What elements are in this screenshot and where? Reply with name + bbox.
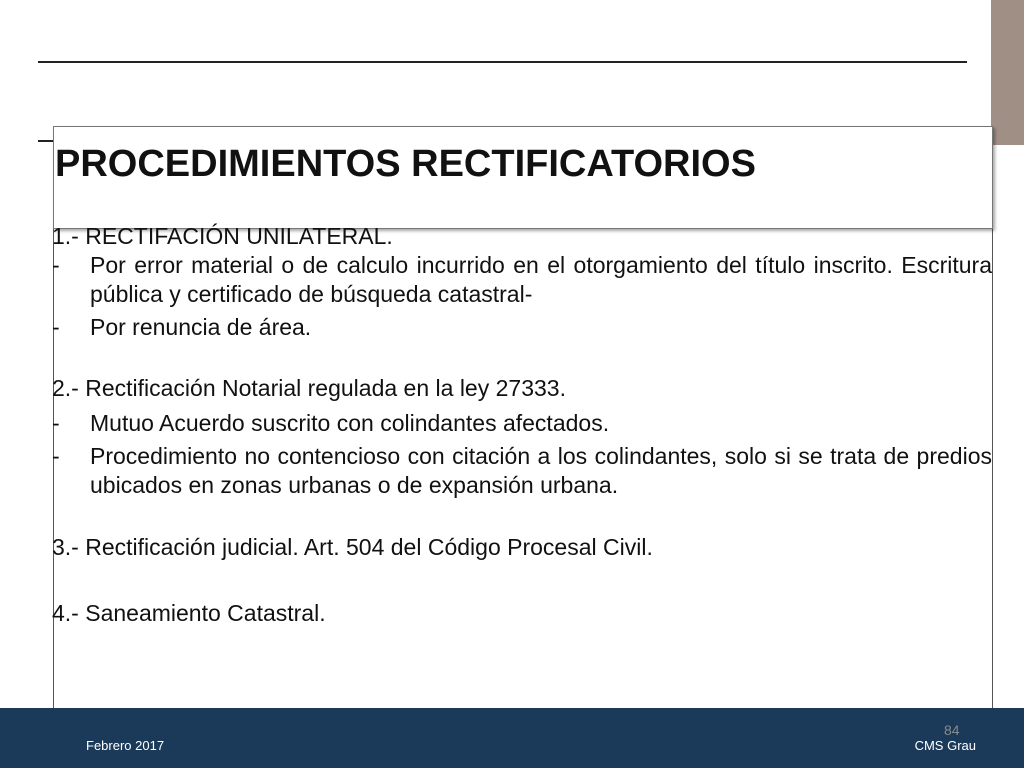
page-number: 84 (944, 722, 960, 738)
footer-brand: CMS Grau (914, 738, 976, 753)
footer-date: Febrero 2017 (86, 738, 165, 753)
bullet-text: Por renuncia de área. (90, 314, 312, 340)
bullet-text: Procedimiento no contencioso con citación a los colindantes, solo si se trata de predios ubicados en zonas urbanas o de expansión urbana. (90, 443, 992, 498)
slide-title: PROCEDIMIENTOS RECTIFICATORIOS (55, 143, 756, 185)
bullet-text: Por error material o de calculo incurrido en el otorgamiento del título inscrito. Escritura pública y certificado de búsqueda catastral- (90, 252, 992, 307)
section-heading-4: 4.- Saneamiento Catastral. (52, 600, 326, 626)
list-item (52, 251, 992, 309)
list-item (52, 442, 992, 500)
bullet-marker: - (52, 443, 60, 469)
bullet-marker: - (52, 252, 60, 278)
header-rule (38, 61, 967, 63)
list-item (52, 409, 992, 438)
footer-bar (0, 708, 1024, 768)
bullet-marker: - (52, 314, 60, 340)
rule-stub (38, 140, 54, 142)
accent-bar (991, 0, 1024, 145)
section-heading-2: 2.- Rectificación Notarial regulada en la ley 27333. (52, 375, 566, 401)
section-heading-1: 1.- RECTIFACIÓN UNILATERAL. (52, 223, 393, 249)
bullet-text: Mutuo Acuerdo suscrito con colindantes afectados. (90, 410, 610, 436)
section-heading-3: 3.- Rectificación judicial. Art. 504 del Código Procesal Civil. (52, 534, 653, 560)
slide-content (52, 222, 992, 628)
bullet-marker: - (52, 410, 60, 436)
list-item (52, 313, 992, 342)
